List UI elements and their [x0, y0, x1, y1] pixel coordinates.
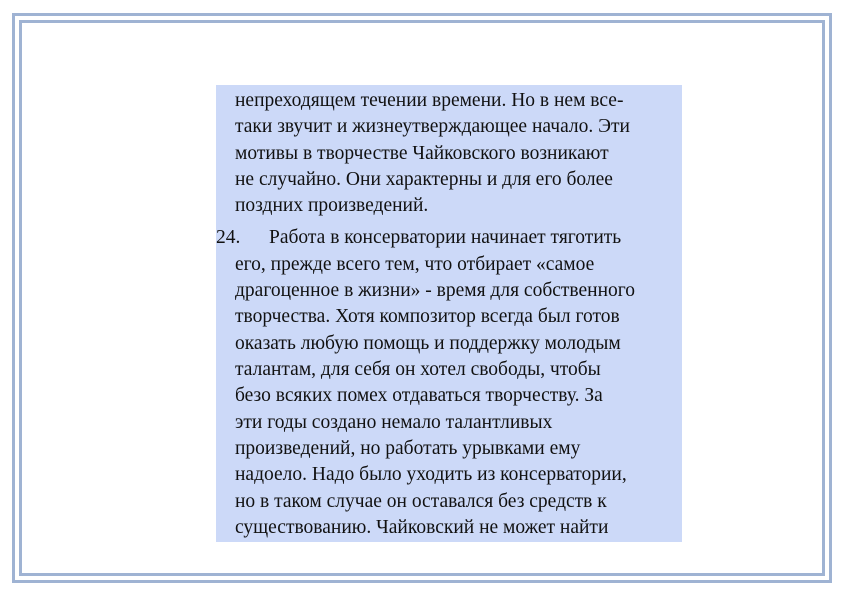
text-line: оказать любую помощь и поддержку молодым — [235, 333, 621, 354]
text-line: существованию. Чайковский не может найти — [235, 517, 609, 538]
text-line: надоело. Надо было уходить из консерватории, — [235, 464, 627, 485]
paragraph-number: 24. — [216, 227, 241, 248]
text-line: непреходящем течении времени. Но в нем все- — [235, 90, 624, 111]
text-line: творчества. Хотя композитор всегда был готов — [235, 306, 620, 327]
text-line: безо всяких помех отдаваться творчеству. За — [235, 385, 603, 406]
text-line: таки звучит и жизнеутверждающее начало. Эти — [235, 116, 630, 137]
text-box — [216, 85, 682, 542]
paragraph-first-line — [216, 225, 621, 251]
text-line: талантам, для себя он хотел свободы, чтобы — [235, 359, 601, 380]
text-line: Работа в консерватории начинает тяготить — [269, 227, 622, 248]
text-line: поздних произведений. — [235, 195, 429, 216]
text-line: драгоценное в жизни» - время для собственного — [235, 280, 636, 301]
text-line: но в таком случае он оставался без средств к — [235, 491, 607, 512]
text-line: его, прежде всего тем, что отбирает «самое — [235, 254, 595, 275]
text-line: произведений, но работать урывками ему — [235, 438, 581, 459]
text-line: мотивы в творчестве Чайковского возникают — [235, 143, 609, 164]
text-line: эти годы создано немало талантливых — [235, 412, 553, 433]
text-line: не случайно. Они характерны и для его более — [235, 169, 613, 190]
